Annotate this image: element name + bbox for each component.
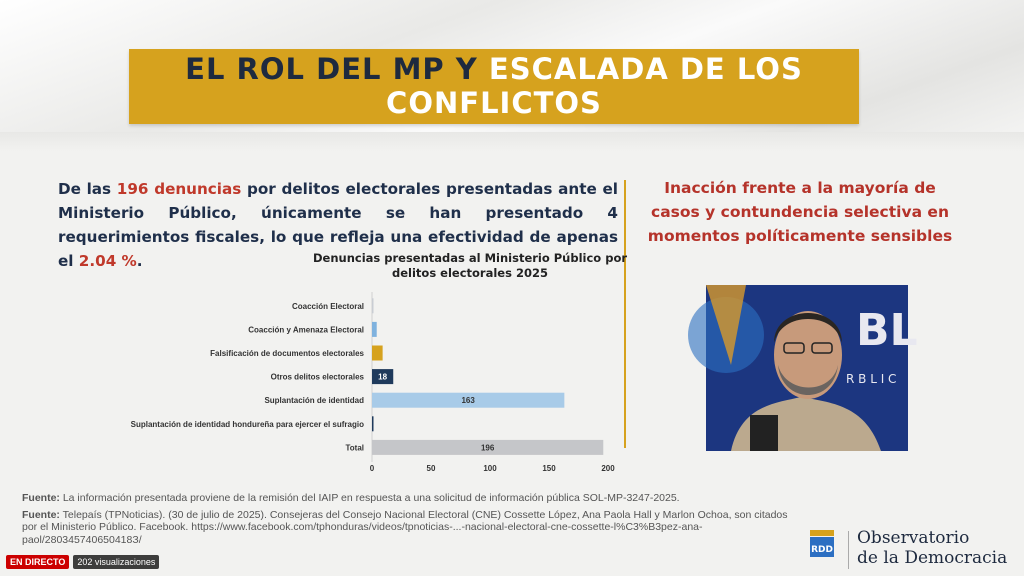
category-label: Otros delitos electorales — [270, 372, 364, 382]
x-tick-label: 100 — [483, 464, 497, 473]
category-label: Falsificación de documentos electorales — [210, 349, 364, 358]
category-label: Total — [345, 443, 364, 453]
category-label: Suplantación de identidad hondureña para ejercer el sufragio — [130, 419, 364, 429]
logo-line-1: Observatorio — [857, 528, 970, 548]
bar-chart — [60, 286, 630, 476]
slide-title — [129, 52, 859, 120]
lead-highlight-count: 196 denuncias — [116, 180, 242, 198]
x-tick-label: 0 — [369, 464, 375, 473]
source-1 — [22, 492, 792, 505]
x-tick-label: 50 — [426, 464, 436, 473]
bar — [372, 298, 374, 313]
title-part-light-2: CONFLICTOS — [386, 86, 602, 120]
callout-text: Inacción frente a la mayoría de casos y contundencia selectiva en momentos políticamente sensibles — [647, 179, 953, 245]
observatorio-logo — [857, 528, 1007, 568]
lead-text-2: por delitos electorales presentadas ante el Ministerio Público, únicamente se han presentado 4 requerimientos fiscales, lo que refleja una efectividad de apenas el — [58, 180, 618, 270]
source-2-label: Fuente: — [22, 508, 60, 521]
category-label: Coacción y Amenaza Electoral — [248, 325, 364, 335]
logo-separator — [848, 531, 849, 569]
bar — [372, 322, 377, 337]
stream-overlay — [6, 555, 159, 569]
view-count: 202 visualizaciones — [73, 555, 159, 569]
source-1-label: Fuente: — [22, 492, 60, 504]
speaker-photo — [706, 285, 918, 451]
data-label: 18 — [378, 372, 388, 382]
category-label: Coacción Electoral — [291, 301, 364, 311]
svg-text:BL: BL — [856, 305, 918, 356]
lead-text-1: De las — [58, 180, 117, 198]
source-2 — [22, 509, 792, 547]
rdd-logo-text: RDD — [811, 545, 833, 555]
svg-text:R B L I C: R B L I C — [846, 372, 897, 386]
source-2-text: Telepaís (TPNoticias). (30 de julio de 2025). Consejeras del Consejo Nacional Electoral (CNE) Cossette López, Ana Paola Hall y Marlon Ochoa, son citados por el Ministerio Público. Facebook. https://www.facebook.com/tphonduras/videos/tpnoticias-...-nacional-electoral-cne-cossette-l%C3%B3pez-ana-paol/280345740650418З/ — [22, 508, 788, 546]
lead-text-3: . — [136, 252, 143, 270]
title-part-dark: EL ROL DEL MP Y — [185, 52, 478, 86]
sources — [22, 492, 792, 550]
data-label: 163 — [461, 396, 475, 406]
category-label: Suplantación de identidad — [264, 396, 364, 406]
live-badge[interactable]: EN DIRECTO — [6, 555, 69, 569]
lead-highlight-percent: 2.04 % — [78, 252, 137, 270]
bar — [372, 346, 383, 361]
chart-title: Denuncias presentadas al Ministerio Público por delitos electorales 2025 — [312, 251, 628, 280]
data-label: 196 — [480, 443, 495, 453]
title-part-light-1: ESCALADA DE LOS — [488, 52, 803, 86]
bar — [372, 416, 374, 431]
logo-line-2: de la Democracia — [857, 548, 1008, 568]
rdd-logo — [806, 530, 838, 562]
x-tick-label: 150 — [542, 464, 556, 473]
source-1-text: La información presentada proviene de la remisión del IAIP en respuesta a una solicitud de información pública SOL-MP-3247-2025. — [59, 492, 680, 504]
x-tick-label: 200 — [601, 464, 615, 473]
header-background-fade — [0, 132, 1024, 152]
